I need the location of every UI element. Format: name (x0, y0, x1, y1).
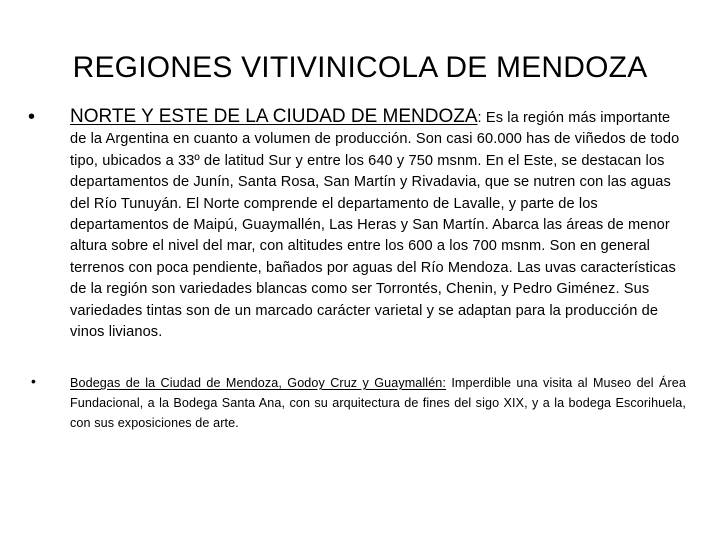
bullet-body-bodegas: Imperdible una visita al Museo del Área Fundacional, a la Bodega Santa Ana, con su arquitectura de fines del sigo XIX, y a la bodega Escorihuela, con sus exposiciones de arte. (70, 376, 686, 430)
bullet-paragraph-north-east (70, 106, 690, 343)
bullet-heading-north-east: NORTE Y ESTE DE LA CIUDAD DE MENDOZA (70, 106, 478, 127)
bullet-paragraph-bodegas (70, 373, 686, 433)
bullet-heading-bodegas: Bodegas de la Ciudad de Mendoza, Godoy Cruz y Guaymallén: (70, 376, 447, 390)
bullet-body-north-east: : Es la región más importante de la Argentina en cuanto a volumen de producción. Son casi 60.000 has de viñedos de todo tipo, ubicados a 33º de latitud Sur y entre los 640 y 750 msnm. En el Este, se destacan los departamentos de Junín, Santa Rosa, San Martín y Rivadavia, que se nutren con las aguas del Río Tunuyán. El Norte comprende el departamento de Lavalle, y parte de los departamentos de Maipú, Guaymallén, Las Heras y San Martín. Abarca las áreas de menor altura sobre el nivel del mar, con altitudes entre los 600 a los 700 msnm. Son en general terrenos con poca pendiente, bañados por aguas del Río Mendoza. Las uvas características de la región son variedades blancas como ser Torrontés, Chenin, y Pedro Giménez. Sus variedades tintas son de un marcado carácter varietal y se adaptan para la producción de vinos livianos. (70, 110, 680, 341)
bullet-marker-2: • (31, 373, 36, 389)
bullet-marker-1: • (28, 106, 36, 128)
slide-title: REGIONES VITIVINICOLA DE MENDOZA (72, 51, 648, 84)
